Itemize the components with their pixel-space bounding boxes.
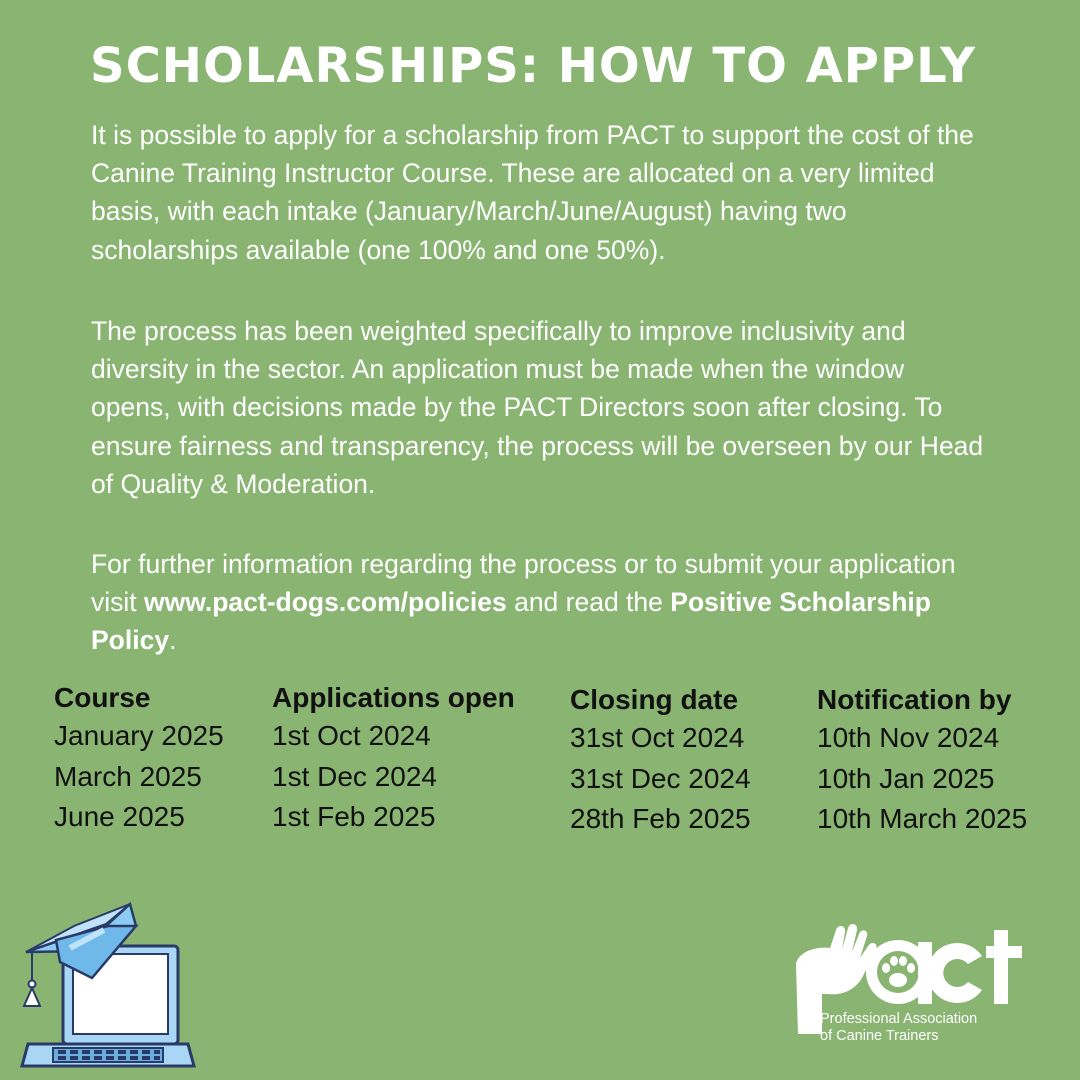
table-cell: 10th Nov 2024 [817, 722, 1000, 753]
table-cell: 1st Oct 2024 [272, 720, 431, 751]
table-cell: 31st Oct 2024 [570, 722, 745, 753]
graduation-laptop-icon [18, 896, 198, 1072]
page-title: SCHOLARSHIPS: HOW TO APPLY [90, 38, 976, 94]
info-text-2: and read the [506, 587, 671, 618]
column-header: Applications open [272, 682, 515, 713]
info-text-1: For further information regarding the process or to submit your application visit [91, 549, 956, 618]
table-cell: 28th Feb 2025 [570, 803, 751, 834]
logo-caption [820, 1011, 1040, 1045]
table-cell: March 2025 [54, 760, 202, 792]
notification-column [817, 682, 1027, 840]
table-cell: 1st Dec 2024 [272, 760, 437, 792]
intro-paragraph: It is possible to apply for a scholarship from PACT to support the cost of the Canine Training Instructor Course. These are allocated on a very limited basis, with each intake (January/March/June/August) having two scholarships available (one 100% and one 50%). [91, 120, 974, 265]
table-cell: January 2025 [54, 720, 224, 751]
column-header: Closing date [570, 684, 739, 715]
table-cell: 31st Dec 2024 [570, 762, 751, 794]
closing-date-column [570, 682, 751, 840]
course-column [54, 680, 224, 838]
process-paragraph: The process has been weighted specifically to improve inclusivity and diversity in the sector. An application must be made when the window opens, with decisions made by the PACT Directors soon after closing. To ensure fairness and transparency, the process will be overseen by our Head of Quality & Moderation. [91, 316, 984, 499]
info-text-3: . [169, 625, 177, 656]
logo-line-1: Professional Association [820, 1011, 978, 1027]
schedule-table [0, 680, 1080, 850]
policies-link[interactable]: www.pact-dogs.com/policies [144, 587, 507, 618]
applications-open-column [272, 680, 515, 838]
column-header: Notification by [817, 684, 1012, 715]
table-cell: June 2025 [54, 801, 185, 832]
logo-line-2: of Canine Trainers [820, 1028, 939, 1044]
column-header: Course [54, 682, 151, 713]
policy-name: Positive Scholarship Policy [91, 587, 931, 656]
table-cell: 1st Feb 2025 [272, 801, 436, 832]
info-paragraph [91, 545, 991, 660]
table-cell: 10th Jan 2025 [817, 762, 995, 794]
table-cell: 10th March 2025 [817, 803, 1028, 834]
